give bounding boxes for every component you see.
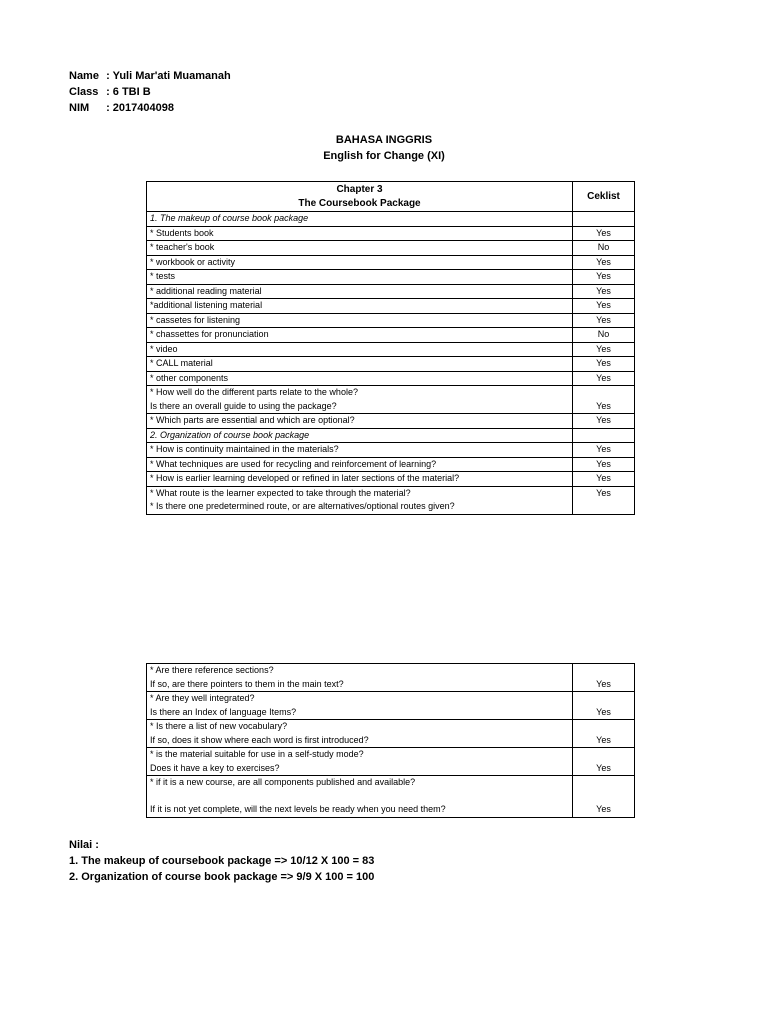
- nim-value: : 2017404098: [106, 102, 174, 114]
- class-value: : 6 TBI B: [106, 86, 151, 98]
- question-line: * Students book: [150, 227, 214, 238]
- table-row: [147, 664, 635, 692]
- nim-line: [69, 102, 174, 114]
- question-line: * What techniques are used for recycling and reinforcement of learning?: [150, 458, 437, 469]
- question-line: [150, 790, 569, 804]
- answer-cell: Yes: [573, 776, 635, 818]
- answer-cell: Yes: [573, 748, 635, 776]
- answer-cell: Yes: [573, 457, 635, 472]
- question-line: * other components: [150, 372, 229, 383]
- question-cell: [147, 414, 573, 429]
- question-line: Is there an Index of language Items?: [150, 706, 297, 717]
- question-cell: [147, 241, 573, 256]
- question-cell: [147, 226, 573, 241]
- answer-cell: Yes: [573, 386, 635, 414]
- nilai-line-2: 2. Organization of course book package => 9/9 X 100 = 100: [69, 871, 375, 883]
- question-cell: [147, 443, 573, 458]
- table-row: [147, 328, 635, 343]
- question-line: If it is not yet complete, will the next levels be ready when you need them?: [150, 804, 446, 814]
- answer-cell: Yes: [573, 342, 635, 357]
- table-row: [147, 226, 635, 241]
- answer-cell: Yes: [573, 692, 635, 720]
- table-row: [147, 357, 635, 372]
- question-cell: [147, 328, 573, 343]
- table-row: [147, 692, 635, 720]
- ceklist-header: Ceklist: [573, 182, 635, 212]
- table-row: [147, 486, 635, 514]
- question-line: * How is earlier learning developed or refined in later sections of the material?: [150, 473, 460, 483]
- chapter-title: The Coursebook Package: [298, 198, 421, 209]
- checklist-body: [147, 212, 635, 515]
- answer-cell: Yes: [573, 357, 635, 372]
- table-row: [147, 472, 635, 487]
- question-cell: [147, 664, 573, 692]
- nilai-line-1: 1. The makeup of coursebook package => 10/12 X 100 = 83: [69, 855, 375, 867]
- answer-cell: Yes: [573, 720, 635, 748]
- chapter-header: [147, 182, 573, 212]
- question-line: Does it have a key to exercises?: [150, 762, 280, 773]
- question-cell: [147, 486, 573, 514]
- answer-cell: No: [573, 241, 635, 256]
- section-row: [147, 212, 635, 227]
- book-title: English for Change (XI): [323, 150, 445, 162]
- answer-cell: No: [573, 328, 635, 343]
- question-line: * Are there reference sections?: [150, 665, 274, 675]
- question-cell: [147, 720, 573, 748]
- question-line: If so, are there pointers to them in the main text?: [150, 678, 344, 689]
- answer-cell: Yes: [573, 255, 635, 270]
- question-line: * tests: [150, 271, 176, 281]
- question-cell: [147, 472, 573, 487]
- question-cell: [147, 270, 573, 285]
- nim-label: NIM: [69, 102, 90, 114]
- answer-cell: Yes: [573, 299, 635, 314]
- question-line: 2. Organization of course book package: [150, 429, 310, 440]
- table-row: [147, 443, 635, 458]
- table-row: [147, 457, 635, 472]
- table-row: [147, 313, 635, 328]
- question-line: * Is there a list of new vocabulary?: [150, 721, 288, 731]
- nilai-label: Nilai :: [69, 839, 99, 851]
- table-row: [147, 748, 635, 776]
- question-line: If so, does it show where each word is first introduced?: [150, 734, 369, 745]
- question-cell: [147, 748, 573, 776]
- table-row: [147, 371, 635, 386]
- question-cell: [147, 357, 573, 372]
- answer-cell: Yes: [573, 270, 635, 285]
- question-cell: [147, 255, 573, 270]
- answer-cell: Yes: [573, 443, 635, 458]
- table-header-row: [147, 182, 635, 212]
- table-row: [147, 342, 635, 357]
- answer-cell: Yes: [573, 284, 635, 299]
- question-cell: [147, 776, 573, 818]
- section-title: [147, 212, 573, 227]
- question-line: * video: [150, 343, 178, 354]
- answer-cell: Yes: [573, 313, 635, 328]
- question-line: * chassettes for pronunciation: [150, 329, 269, 339]
- table-row: [147, 270, 635, 285]
- question-line: * if it is a new course, are all components published and available?: [150, 777, 416, 787]
- question-line: * workbook or activity: [150, 256, 236, 267]
- table-row: [147, 386, 635, 414]
- chapter-number: Chapter 3: [336, 184, 383, 195]
- question-line: 1. The makeup of course book package: [150, 213, 309, 223]
- question-cell: [147, 371, 573, 386]
- answer-cell: Yes: [573, 486, 635, 514]
- checklist-table-continued: [146, 663, 635, 818]
- question-line: * Which parts are essential and which are optional?: [150, 415, 355, 425]
- subject-title: BAHASA INGGRIS: [335, 134, 433, 146]
- table-row: [147, 299, 635, 314]
- answer-cell: Yes: [573, 472, 635, 487]
- question-cell: [147, 313, 573, 328]
- question-line: *additional listening material: [150, 300, 263, 310]
- question-line: * How is continuity maintained in the materials?: [150, 444, 339, 454]
- table-row: [147, 255, 635, 270]
- section-title: [147, 428, 573, 443]
- answer-cell: [573, 428, 635, 443]
- table-row: [147, 284, 635, 299]
- question-line: * What route is the learner expected to take through the material?: [150, 487, 411, 498]
- question-cell: [147, 457, 573, 472]
- answer-cell: Yes: [573, 414, 635, 429]
- table-row: [147, 720, 635, 748]
- name-line: [69, 70, 231, 82]
- question-cell: [147, 342, 573, 357]
- class-label: Class: [69, 86, 99, 98]
- name-label: Name: [69, 70, 99, 82]
- question-line: * is the material suitable for use in a self-study mode?: [150, 749, 364, 759]
- question-line: * How well do the different parts relate to the whole?: [150, 387, 358, 397]
- question-line: * Is there one predetermined route, or are alternatives/optional routes given?: [150, 501, 455, 511]
- question-line: * CALL material: [150, 358, 213, 368]
- question-line: * teacher's book: [150, 242, 215, 252]
- name-value: : Yuli Mar'ati Muamanah: [106, 70, 231, 82]
- question-cell: [147, 692, 573, 720]
- answer-cell: Yes: [573, 664, 635, 692]
- question-cell: [147, 284, 573, 299]
- table-row: [147, 414, 635, 429]
- answer-cell: Yes: [573, 226, 635, 241]
- question-line: * Are they well integrated?: [150, 693, 255, 703]
- question-line: Is there an overall guide to using the package?: [150, 400, 337, 411]
- section-row: [147, 428, 635, 443]
- checklist-body-continued: [147, 664, 635, 818]
- question-line: * cassetes for listening: [150, 314, 241, 325]
- question-cell: [147, 386, 573, 414]
- question-cell: [147, 299, 573, 314]
- answer-cell: Yes: [573, 371, 635, 386]
- question-line: * additional reading material: [150, 285, 262, 296]
- checklist-table: [146, 181, 635, 515]
- class-line: [69, 86, 151, 98]
- table-row: [147, 241, 635, 256]
- table-row: [147, 776, 635, 818]
- answer-cell: [573, 212, 635, 227]
